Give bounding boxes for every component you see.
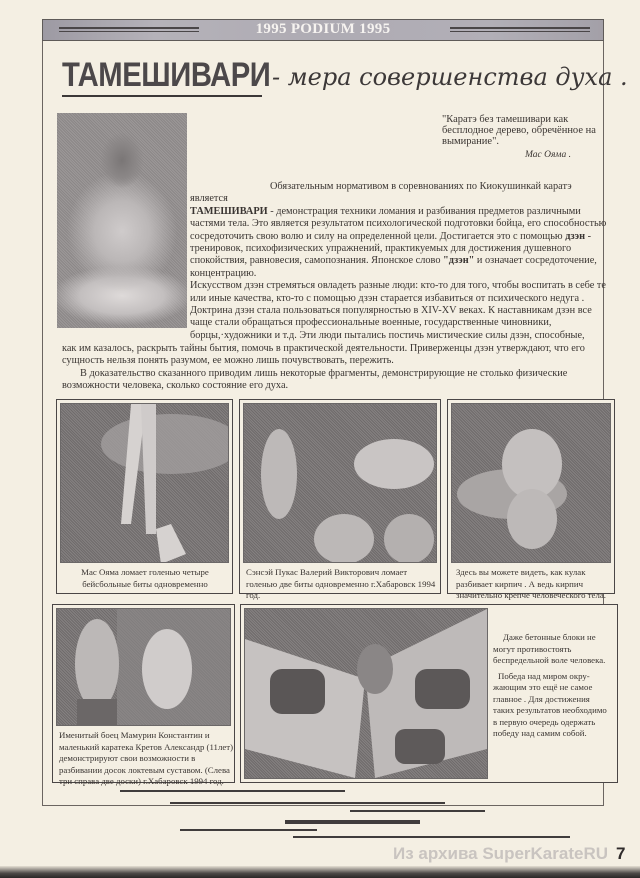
bats-illustration bbox=[61, 404, 228, 562]
article-body-wide bbox=[62, 343, 610, 393]
decorative-rule bbox=[170, 802, 445, 804]
paragraph-2: Искусством дзэн стремяться овладеть разные люди: кто-то для того, чтобы воспитать в себе те или иные качества, кто-то с помощью дзэн старается избавиться от психического недуга . bbox=[190, 280, 606, 304]
paragraph-3-continued: как им казалось, раскрыть тайны бытия, помочь в практической деятельности. Приверженцы дзэн утверждают, что его сущность нельзя понять разумом, ее можно лишь почувствовать, пережить. bbox=[62, 343, 585, 367]
fighters-illustration bbox=[244, 404, 436, 562]
article-title: ТАМЕШИВАРИ bbox=[62, 56, 271, 94]
side-note-paragraph-2: Победа над миром окру-жающим это ещё не самое главное . Для достижения таких результатов необходимо в первую очередь одержать победу над самим собой. bbox=[493, 670, 607, 738]
photo-pukas-bats bbox=[243, 403, 437, 563]
epigraph-author: Мас Ояма . bbox=[525, 150, 571, 160]
page-number: 7 bbox=[616, 844, 626, 863]
paragraph-text: - демонстрация техники ломания и разбивания предметов различными частями тела. Это является результатом психологической подготовки бойца, его способностью сосредоточить свою волю и силу на определенной цели. Достигается это с помощью bbox=[190, 205, 607, 242]
header-rule-right bbox=[450, 27, 590, 32]
fist-illustration bbox=[452, 404, 610, 562]
decorative-rule bbox=[180, 829, 317, 831]
photo-card bbox=[447, 399, 615, 600]
decorative-rule bbox=[120, 790, 345, 792]
photo-card bbox=[240, 604, 618, 783]
blocks-illustration bbox=[245, 609, 487, 778]
photo-card bbox=[239, 399, 441, 600]
photo-card bbox=[52, 604, 235, 786]
photo-card bbox=[56, 399, 233, 594]
decorative-rule bbox=[293, 836, 570, 838]
paragraph-keyword-dzen-quoted: "дзэн" bbox=[440, 255, 475, 267]
decorative-rule bbox=[285, 820, 420, 824]
paragraph-text: и означает сосредоточение, концентрацию. bbox=[190, 255, 597, 279]
photo-caption: Здесь вы можете видеть, как кулак разбивает кирпич . А ведь кирпич значительно крепче человеческого тела. bbox=[456, 567, 606, 600]
photo-mamurin-kretov bbox=[56, 608, 231, 726]
photo-caption: Сэнсэй Пукас Валерий Викторович ломает голенью две биты одновременно г.Хабаровск 1994 год. bbox=[246, 567, 436, 600]
paragraph-keyword-dzen: дзэн bbox=[562, 230, 588, 242]
section-header-title: 1995 PODIUM 1995 bbox=[255, 21, 391, 37]
paragraph-4: В доказательство сказанного приводим лишь некоторые фрагменты, демонстрирующие не столько физические возможности человека, сколько состояние его духа. bbox=[62, 367, 568, 392]
article-subtitle: - мера совершенства духа . bbox=[272, 63, 628, 91]
paragraph-lead: Обязательным нормативом в соревнованиях по Киокушинкай каратэ является bbox=[190, 181, 572, 205]
photo-caption: Именитый боец Мамурин Константин и маленький каратека Кретов Александр (11лет) демонстрируют свои возможности в разбивании досок локтевым суставом. (Слева три справа две доски) г.Хабаровск 1994 год. bbox=[59, 730, 234, 786]
elbow-strike-illustration bbox=[57, 609, 230, 725]
paragraph-3: Доктрина дзэн стала пользоваться популярностью в XIV-XV веках. К наставникам дзэн все чаще стали обращаться профессиональные военные, государственные чиновники, борцы,·художники и т.д. Эти люди пытались постичь мистические силы дзэн, способные, bbox=[190, 305, 592, 341]
article-body bbox=[190, 181, 610, 342]
section-header-band bbox=[42, 19, 604, 41]
page-edge-shadow bbox=[0, 866, 640, 878]
photo-caption: Мас Ояма ломает голенью четыре бейсбольные биты одновременно bbox=[81, 567, 209, 589]
epigraph-quote: "Каратэ без тамешивари как бесплодное дерево, обречённое на вымирание". bbox=[442, 114, 596, 147]
photo-mas-oyama-bats bbox=[60, 403, 229, 563]
portrait-photo bbox=[57, 113, 187, 328]
photo-fist-brick bbox=[451, 403, 611, 563]
paragraph-keyword: ТАМЕШИВАРИ bbox=[190, 205, 268, 217]
archive-watermark: Из архива SuperKarateRU bbox=[393, 844, 608, 863]
paragraph-text: - тренировок, психофизических упражнений, практикуемых для достижения душевного спокойствия, равновесия, самопознания. Японское слово bbox=[190, 230, 592, 267]
side-note bbox=[493, 632, 613, 740]
decorative-rule bbox=[350, 810, 485, 812]
side-note-paragraph-1: Даже бетонные блоки не могут противостоять беспредельной воле человека. bbox=[493, 632, 606, 665]
title-underline bbox=[62, 95, 262, 97]
photo-concrete-blocks bbox=[244, 608, 488, 779]
